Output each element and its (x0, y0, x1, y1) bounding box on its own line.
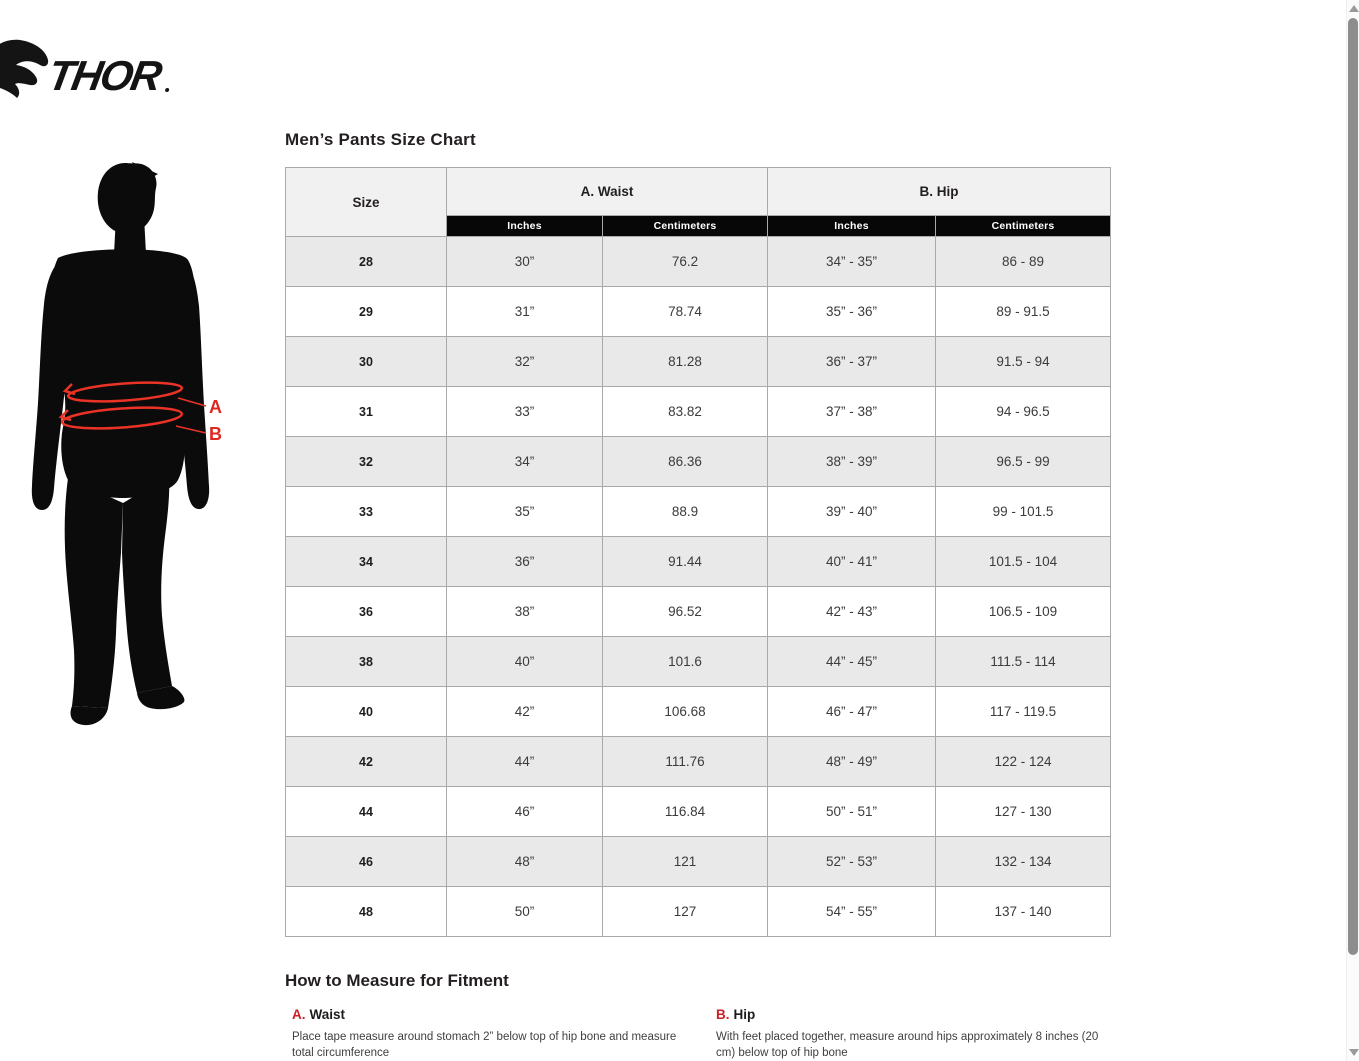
how-to-measure-section (285, 971, 1110, 1061)
table-row (286, 737, 1111, 787)
how-to-item-waist (292, 1007, 682, 1061)
value-cell: 76.2 (603, 237, 768, 287)
value-cell: 111.5 - 114 (936, 637, 1111, 687)
value-cell: 78.74 (603, 287, 768, 337)
value-cell: 121 (603, 837, 768, 887)
value-cell: 36” (447, 537, 603, 587)
table-header-row (286, 168, 1111, 216)
value-cell: 117 - 119.5 (936, 687, 1111, 737)
size-chart-section (285, 130, 1110, 1061)
table-row (286, 237, 1111, 287)
value-cell: 96.52 (603, 587, 768, 637)
subcolumn-waist-centimeters: Centimeters (603, 216, 768, 237)
hip-label: Hip (733, 1007, 756, 1022)
column-header-size: Size (286, 168, 447, 237)
value-cell: 40” (447, 637, 603, 687)
value-cell: 81.28 (603, 337, 768, 387)
value-cell: 96.5 - 99 (936, 437, 1111, 487)
size-cell: 31 (286, 387, 447, 437)
column-header-hip: B. Hip (768, 168, 1111, 216)
size-cell: 28 (286, 237, 447, 287)
value-cell: 101.6 (603, 637, 768, 687)
value-cell: 86.36 (603, 437, 768, 487)
value-cell: 35” (447, 487, 603, 537)
value-cell: 50” - 51” (768, 787, 936, 837)
thor-goat-head-icon (0, 40, 48, 98)
how-to-title: How to Measure for Fitment (285, 971, 509, 990)
value-cell: 38” (447, 587, 603, 637)
value-cell: 48” (447, 837, 603, 887)
how-to-item-hip (716, 1007, 1110, 1061)
value-cell: 39” - 40” (768, 487, 936, 537)
value-cell: 106.68 (603, 687, 768, 737)
value-cell: 37” - 38” (768, 387, 936, 437)
value-cell: 91.44 (603, 537, 768, 587)
value-cell: 89 - 91.5 (936, 287, 1111, 337)
value-cell: 44” - 45” (768, 637, 936, 687)
value-cell: 86 - 89 (936, 237, 1111, 287)
table-row (286, 537, 1111, 587)
size-chart-table (285, 167, 1111, 937)
size-cell: 30 (286, 337, 447, 387)
size-table-body (286, 237, 1111, 937)
value-cell: 54” - 55” (768, 887, 936, 937)
table-row (286, 287, 1111, 337)
scrollbar-thumb[interactable] (1348, 18, 1358, 955)
value-cell: 44” (447, 737, 603, 787)
svg-text:THOR: THOR (44, 52, 164, 99)
value-cell: 35” - 36” (768, 287, 936, 337)
hip-description: With feet placed together, measure around hips approximately 8 inches (20 cm) below top of hip bone (716, 1031, 1099, 1059)
value-cell: 101.5 - 104 (936, 537, 1111, 587)
value-cell: 46” (447, 787, 603, 837)
table-row (286, 337, 1111, 387)
value-cell: 91.5 - 94 (936, 337, 1111, 387)
vertical-scrollbar[interactable] (1346, 0, 1359, 1061)
value-cell: 31” (447, 287, 603, 337)
value-cell: 48” - 49” (768, 737, 936, 787)
waist-label: Waist (309, 1007, 346, 1022)
thor-logo[interactable] (0, 34, 196, 100)
value-cell: 34” (447, 437, 603, 487)
scroll-up-icon[interactable] (1349, 5, 1359, 12)
size-cell: 32 (286, 437, 447, 487)
size-cell: 34 (286, 537, 447, 587)
male-silhouette-image (32, 162, 209, 725)
value-cell: 106.5 - 109 (936, 587, 1111, 637)
table-row (286, 887, 1111, 937)
value-cell: 99 - 101.5 (936, 487, 1111, 537)
fitment-figure (20, 158, 230, 738)
value-cell: 111.76 (603, 737, 768, 787)
value-cell: 83.82 (603, 387, 768, 437)
value-cell: 127 (603, 887, 768, 937)
value-cell: 46” - 47” (768, 687, 936, 737)
size-cell: 42 (286, 737, 447, 787)
size-cell: 33 (286, 487, 447, 537)
value-cell: 116.84 (603, 787, 768, 837)
value-cell: 30” (447, 237, 603, 287)
size-cell: 40 (286, 687, 447, 737)
table-row (286, 787, 1111, 837)
subcolumn-hip-inches: Inches (768, 216, 936, 237)
value-cell: 38” - 39” (768, 437, 936, 487)
figure-label-b: B (209, 424, 222, 444)
size-cell: 36 (286, 587, 447, 637)
value-cell: 42” (447, 687, 603, 737)
hip-letter-badge: B. (716, 1007, 730, 1022)
value-cell: 88.9 (603, 487, 768, 537)
value-cell: 42” - 43” (768, 587, 936, 637)
value-cell: 40” - 41” (768, 537, 936, 587)
size-cell: 48 (286, 887, 447, 937)
column-header-waist: A. Waist (447, 168, 768, 216)
waist-description: Place tape measure around stomach 2” below top of hip bone and measure total circumference (292, 1031, 677, 1059)
table-row (286, 437, 1111, 487)
value-cell: 32” (447, 337, 603, 387)
figure-label-a: A (209, 397, 222, 417)
table-row (286, 637, 1111, 687)
page-title: Men’s Pants Size Chart (285, 130, 476, 149)
value-cell: 52” - 53” (768, 837, 936, 887)
size-cell: 44 (286, 787, 447, 837)
table-row (286, 487, 1111, 537)
table-row (286, 687, 1111, 737)
table-row (286, 837, 1111, 887)
waist-letter-badge: A. (292, 1007, 306, 1022)
value-cell: 34” - 35” (768, 237, 936, 287)
value-cell: 33” (447, 387, 603, 437)
subcolumn-waist-inches: Inches (447, 216, 603, 237)
value-cell: 50” (447, 887, 603, 937)
value-cell: 36” - 37” (768, 337, 936, 387)
size-cell: 29 (286, 287, 447, 337)
value-cell: 94 - 96.5 (936, 387, 1111, 437)
thor-wordmark (45, 52, 176, 99)
value-cell: 127 - 130 (936, 787, 1111, 837)
value-cell: 132 - 134 (936, 837, 1111, 887)
table-row (286, 587, 1111, 637)
size-cell: 46 (286, 837, 447, 887)
value-cell: 122 - 124 (936, 737, 1111, 787)
subcolumn-hip-centimeters: Centimeters (936, 216, 1111, 237)
size-cell: 38 (286, 637, 447, 687)
table-row (286, 387, 1111, 437)
scroll-down-icon[interactable] (1349, 1049, 1359, 1056)
value-cell: 137 - 140 (936, 887, 1111, 937)
